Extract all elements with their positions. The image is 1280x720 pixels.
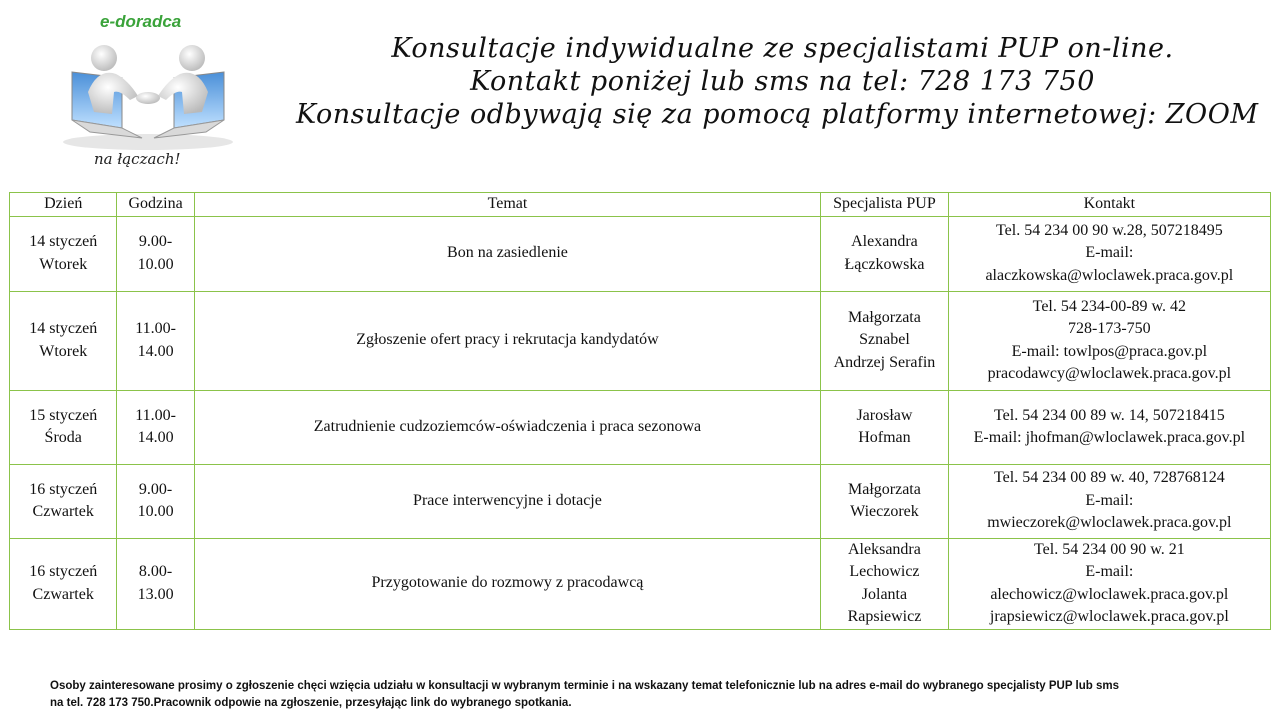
hour-cell [117,538,194,629]
table-row [10,390,1271,464]
table-row [10,291,1271,390]
table-row [10,216,1271,291]
contact-phone: Tel. 54 234 00 90 w.28, 507218495 [995,221,1223,239]
contact-email: jrapsiewicz@wloclawek.praca.gov.pl [989,608,1229,625]
contact-email: E-mail: towlpos@praca.gov.pl [1011,342,1208,360]
contact-phone: Tel. 54 234-00-89 w. 42 [1032,297,1187,315]
logo-caption: na łączach! [94,150,181,168]
day-weekday: Środa [44,429,82,446]
header-text [290,32,1275,131]
day-date: 16 styczeń [29,480,98,498]
specialist-line: Małgorzata [848,308,921,326]
contact-email-label: E-mail: [1085,491,1134,509]
specialist-line: Jolanta [861,585,908,603]
column-header-contact: Kontakt [948,193,1270,217]
handshake-laptops-icon [58,34,238,152]
specialist-line: Małgorzata [848,480,921,498]
footer-line-1: Osoby zainteresowane prosimy o zgłoszenie chęci wzięcia udziału w konsultacji w wybranym terminie i na wskazany temat telefonicznie lub na adres e-mail do wybranego specjalisty PUP lub sms [50,680,1119,692]
topic-cell: Zatrudnienie cudzoziemców-oświadczenia i praca sezonowa [194,390,820,464]
day-cell [10,291,117,390]
logo-title: e-doradca [100,12,182,31]
hour-start: 9.00- [138,233,173,250]
specialist-cell [821,538,949,629]
contact-cell [948,390,1270,464]
table-row [10,464,1271,538]
contact-cell [948,291,1270,390]
specialist-cell [821,291,949,390]
specialist-line: Łączkowska [844,255,925,273]
hour-end: 14.00 [137,342,174,360]
hour-cell [117,464,194,538]
specialist-line: Jarosław [856,406,913,424]
topic-cell: Zgłoszenie ofert pracy i rekrutacja kandydatów [194,291,820,390]
day-date: 16 styczeń [29,563,98,580]
topic-cell: Prace interwencyjne i dotacje [194,464,820,538]
column-header-specialist: Specjalista PUP [821,193,949,217]
contact-email: mwieczorek@wloclawek.praca.gov.pl [987,514,1232,532]
e-doradca-logo [58,8,238,173]
day-cell [10,216,117,291]
contact-phone: Tel. 54 234 00 90 w. 21 [1033,540,1185,558]
day-weekday: Czwartek [32,503,94,520]
specialist-line: Lechowicz [849,563,920,580]
contact-phone: Tel. 54 234 00 89 w. 14, 507218415 [993,406,1225,424]
specialist-cell [821,464,949,538]
column-header-hour: Godzina [117,193,194,217]
specialist-cell [821,216,949,291]
header-line-1: Konsultacje indywidualne ze specjalistami PUP on-line. [391,33,1174,64]
hour-start: 11.00- [135,320,176,337]
specialist-line: Sznabel [859,331,910,349]
topic-cell: Bon na zasiedlenie [194,216,820,291]
specialist-line: Alexandra [851,233,918,250]
column-header-day: Dzień [10,193,117,217]
footer-note [50,678,1250,712]
hour-start: 9.00- [138,480,173,498]
column-header-topic: Temat [194,193,820,217]
specialist-line: Wieczorek [850,503,919,520]
hour-cell [117,216,194,291]
header-line-2: Kontakt poniżej lub sms na tel: 728 173 750 [470,66,1095,97]
day-date: 14 styczeń [29,233,98,250]
specialist-cell [821,390,949,464]
contact-phone: Tel. 54 234 00 89 w. 40, 728768124 [993,469,1225,487]
day-date: 15 styczeń [29,406,98,424]
hour-end: 13.00 [137,585,174,603]
day-weekday: Wtorek [39,255,88,273]
hour-start: 11.00- [135,406,176,424]
specialist-line: Rapsiewicz [847,608,922,625]
contact-email-label: E-mail: [1085,244,1134,262]
contact-email: pracodawcy@wloclawek.praca.gov.pl [987,365,1232,382]
day-cell [10,464,117,538]
contact-cell [948,464,1270,538]
table-header-row [10,193,1271,217]
contact-email: alaczkowska@wloclawek.praca.gov.pl [985,266,1234,284]
hour-cell [117,390,194,464]
table-row [10,538,1271,629]
topic-cell: Przygotowanie do rozmowy z pracodawcą [194,538,820,629]
specialist-line: Aleksandra [848,540,921,558]
contact-email: E-mail: jhofman@wloclawek.praca.gov.pl [973,429,1246,446]
day-cell [10,538,117,629]
day-date: 14 styczeń [29,320,98,337]
consultation-schedule-table [9,192,1271,630]
day-weekday: Wtorek [39,342,88,360]
hour-start: 8.00- [138,563,173,580]
contact-cell [948,216,1270,291]
specialist-line: Hofman [858,429,911,446]
hour-cell [117,291,194,390]
specialist-line: Andrzej Serafin [833,353,936,371]
footer-line-2: na tel. 728 173 750.Pracownik odpowie na zgłoszenie, przesyłając link do wybranego spotkania. [50,697,572,709]
day-weekday: Czwartek [32,585,94,603]
contact-email-label: E-mail: [1085,563,1134,580]
hour-end: 14.00 [137,429,174,446]
hour-end: 10.00 [137,503,174,520]
hour-end: 10.00 [137,255,174,273]
contact-cell [948,538,1270,629]
day-cell [10,390,117,464]
contact-email: alechowicz@wloclawek.praca.gov.pl [990,585,1229,603]
header-line-3: Konsultacje odbywają się za pomocą platformy internetowej: ZOOM [296,99,1259,130]
contact-phone-alt: 728-173-750 [1068,320,1151,337]
